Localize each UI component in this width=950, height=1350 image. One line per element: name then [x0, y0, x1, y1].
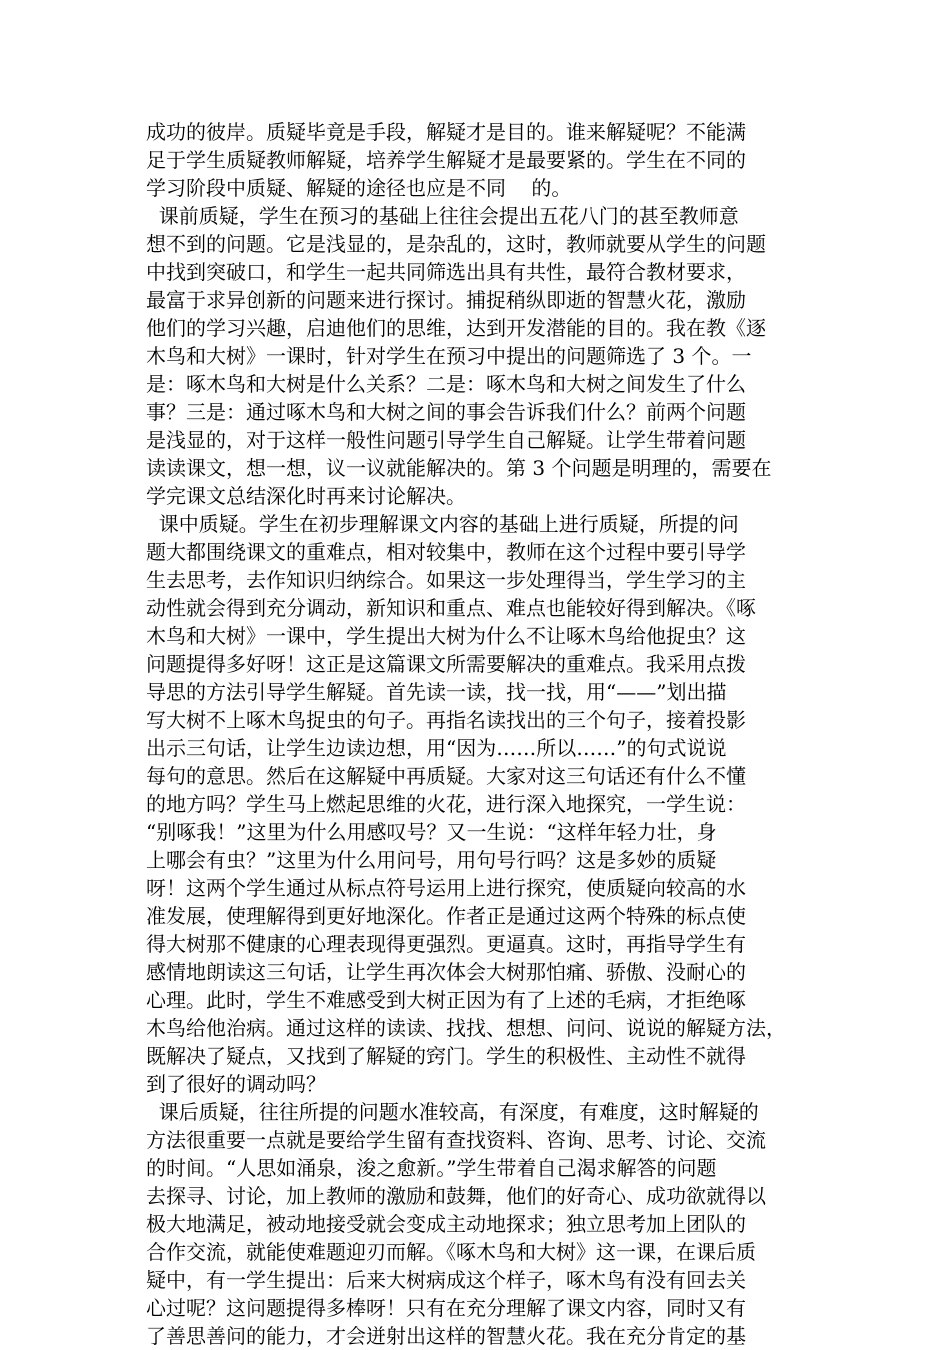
text-line: 木鸟给他治病。通过这样的读读、找找、想想、问问、说说的解疑方法，: [146, 1016, 786, 1040]
text-line: 成功的彼岸。质疑毕竟是手段，解疑才是目的。谁来解疑呢？不能满: [146, 120, 746, 144]
text-line: 写大树不上啄木鸟捉虫的句子。再指名读找出的三个句子，接着投影: [146, 708, 746, 732]
text-line: 疑中，有一学生提出：后来大树病成这个样子，啄木鸟有没有回去关: [146, 1268, 746, 1292]
text-line: 去探寻、讨论，加上教师的激励和鼓舞，他们的好奇心、成功欲就得以: [146, 1184, 766, 1208]
text-line: 上哪会有虫？”这里为什么用问号，用句号行吗？这是多妙的质疑: [146, 848, 717, 872]
text-line: 感情地朗读这三句话，让学生再次体会大树那怕痛、骄傲、没耐心的: [146, 960, 746, 984]
text-line: 课前质疑，学生在预习的基础上往往会提出五花八门的甚至教师意: [146, 204, 739, 228]
text-line: 方法很重要一点就是要给学生留有查找资料、咨询、思考、讨论、交流: [146, 1128, 766, 1152]
text-line: 极大地满足，被动地接受就会变成主动地探求；独立思考加上团队的: [146, 1212, 746, 1236]
text-line: 既解决了疑点，又找到了解疑的窍门。学生的积极性、主动性不就得: [146, 1044, 746, 1068]
text-line: 到了很好的调动吗？: [146, 1072, 326, 1096]
text-line: 读读课文，想一想，议一议就能解决的。第 3 个问题是明理的，需要在: [146, 456, 772, 480]
text-line: 木鸟和大树》一课时，针对学生在预习中提出的问题筛选了 3 个。一: [146, 344, 752, 368]
text-line: 是：啄木鸟和大树是什么关系？二是：啄木鸟和大树之间发生了什么: [146, 372, 746, 396]
text-line: 学习阶段中质疑、解疑的途径也应是不同 的。: [146, 176, 572, 200]
text-line: 每句的意思。然后在这解疑中再质疑。大家对这三句话还有什么不懂: [146, 764, 746, 788]
text-line: “别啄我！”这里为什么用感叹号？又一生说：“这样年轻力壮，身: [146, 820, 717, 844]
text-line: 呀！这两个学生通过从标点符号运用上进行探究，使质疑向较高的水: [146, 876, 746, 900]
text-line: 学完课文总结深化时再来讨论解决。: [146, 484, 466, 508]
text-line: 题大都围绕课文的重难点，相对较集中，教师在这个过程中要引导学: [146, 540, 746, 564]
text-line: 他们的学习兴趣，启迪他们的思维，达到开发潜能的目的。我在教《逐: [146, 316, 766, 340]
text-line: 的时间。“人思如涌泉，浚之愈新。”学生带着自己渴求解答的问题: [146, 1156, 717, 1180]
text-line: 中找到突破口，和学生一起共同筛选出具有共性，最符合教材要求，: [146, 260, 746, 284]
text-line: 想不到的问题。它是浅显的，是杂乱的，这时，教师就要从学生的问题: [146, 232, 766, 256]
text-line: 的地方吗？学生马上燃起思维的火花，进行深入地探究，一学生说：: [146, 792, 746, 816]
text-line: 问题提得多好呀！这正是这篇课文所需要解决的重难点。我采用点拨: [146, 652, 746, 676]
text-line: 出示三句话，让学生边读边想，用“因为……所以……”的句式说说: [146, 736, 727, 760]
text-line: 事？三是：通过啄木鸟和大树之间的事会告诉我们什么？前两个问题: [146, 400, 746, 424]
text-line: 了善思善问的能力，才会迸射出这样的智慧火花。我在充分肯定的基: [146, 1324, 746, 1348]
text-line: 导思的方法引导学生解疑。首先读一读，找一找，用“——”划出描: [146, 680, 727, 704]
text-line: 生去思考，去作知识归纳综合。如果这一步处理得当，学生学习的主: [146, 568, 746, 592]
text-line: 合作交流，就能使难题迎刃而解。《啄木鸟和大树》这一课，在课后质: [146, 1240, 756, 1264]
text-line: 木鸟和大树》一课中，学生提出大树为什么不让啄木鸟给他捉虫？这: [146, 624, 746, 648]
text-line: 得大树那不健康的心理表现得更强烈。更逼真。这时，再指导学生有: [146, 932, 746, 956]
text-line: 心过呢？这问题提得多棒呀！只有在充分理解了课文内容，同时又有: [146, 1296, 746, 1320]
text-line: 心理。此时，学生不难感受到大树正因为有了上述的毛病，才拒绝啄: [146, 988, 746, 1012]
text-line: 是浅显的，对于这样一般性问题引导学生自己解疑。让学生带着问题: [146, 428, 746, 452]
text-line: 最富于求异创新的问题来进行探讨。捕捉稍纵即逝的智慧火花，激励: [146, 288, 746, 312]
body-text: [146, 118, 816, 1350]
text-line: 动性就会得到充分调动，新知识和重点、难点也能较好得到解决。《啄: [146, 596, 756, 620]
text-line: 课后质疑，往往所提的问题水准较高，有深度，有难度，这时解疑的: [146, 1100, 759, 1124]
text-line: 课中质疑。学生在初步理解课文内容的基础上进行质疑，所提的问: [146, 512, 739, 536]
text-line: 足于学生质疑教师解疑，培养学生解疑才是最要紧的。学生在不同的: [146, 148, 746, 172]
text-line: 准发展，使理解得到更好地深化。作者正是通过这两个特殊的标点使: [146, 904, 746, 928]
